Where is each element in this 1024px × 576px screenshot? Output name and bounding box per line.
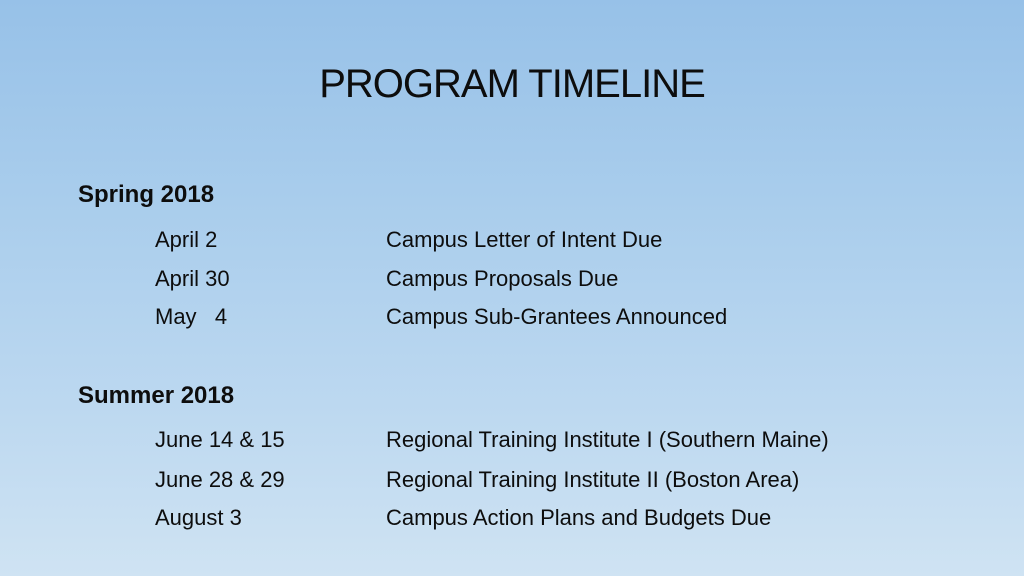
timeline-event: Campus Proposals Due (386, 266, 619, 291)
timeline-event: Campus Sub-Grantees Announced (386, 304, 728, 329)
timeline-row (0, 425, 1024, 455)
timeline-date: June 14 & 15 (155, 427, 285, 452)
timeline-event: Regional Training Institute II (Boston Area) (386, 467, 800, 492)
timeline-event: Campus Letter of Intent Due (386, 227, 663, 252)
section-heading-spring: Spring 2018 (78, 181, 215, 208)
timeline-date: August 3 (155, 505, 242, 530)
timeline-event: Regional Training Institute I (Southern Maine) (386, 427, 829, 452)
slide-title: PROGRAM TIMELINE (319, 62, 705, 106)
timeline-row (0, 302, 1024, 332)
timeline-date: May 4 (155, 304, 228, 329)
timeline-date: June 28 & 29 (155, 467, 285, 492)
timeline-date: April 2 (155, 227, 218, 252)
timeline-event: Campus Action Plans and Budgets Due (386, 505, 772, 530)
section-heading-summer: Summer 2018 (78, 382, 235, 409)
timeline-row (0, 225, 1024, 255)
timeline-row (0, 465, 1024, 495)
timeline-row (0, 503, 1024, 533)
timeline-date: April 30 (155, 266, 230, 291)
timeline-row (0, 264, 1024, 294)
